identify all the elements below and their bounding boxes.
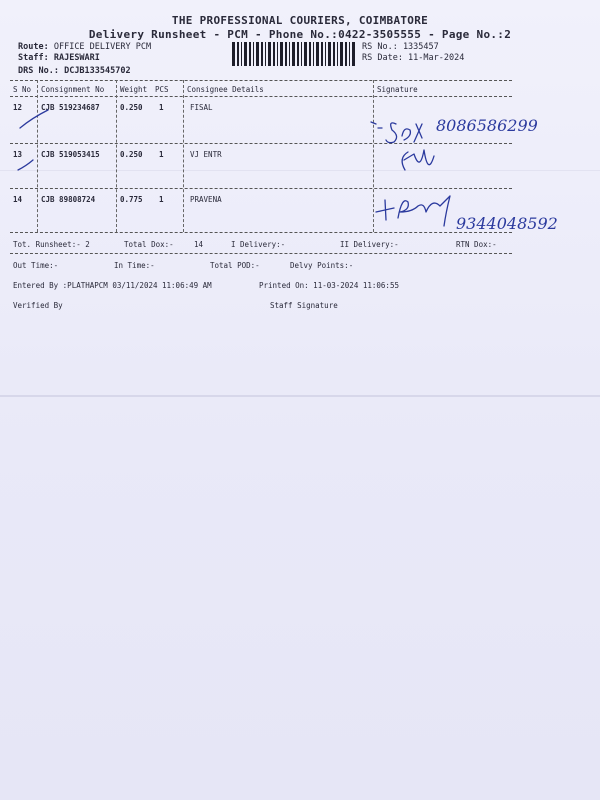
rtn-dox: RTN Dox:-	[456, 240, 497, 249]
barcode	[232, 42, 356, 66]
barcode-bar	[313, 42, 314, 66]
out-time: Out Time:-	[13, 261, 59, 270]
route-label: Route:	[18, 42, 49, 52]
table-top-rule	[10, 80, 512, 81]
row-consignment: CJB 519234687	[41, 103, 100, 112]
signature-stroke	[402, 150, 434, 170]
row-consignee: FISAL	[190, 103, 213, 112]
drs-label: DRS No.:	[18, 66, 59, 76]
row-rule	[10, 143, 512, 144]
col-consignment-header: Consignment No	[41, 85, 105, 94]
signature-stroke	[402, 129, 410, 140]
row-consignment: CJB 89808724	[41, 195, 96, 204]
staff-value: RAJESWARI	[53, 53, 100, 63]
tick-mark	[18, 160, 33, 170]
barcode-bar	[328, 42, 331, 66]
row-sno: 13	[13, 150, 23, 159]
total-pod: Total POD:-	[210, 261, 260, 270]
barcode-bar	[349, 42, 350, 66]
barcode-bar	[325, 42, 326, 66]
route-value: OFFICE DELIVERY PCM	[53, 42, 152, 52]
company-title: THE PROFESSIONAL COURIERS, COIMBATORE	[171, 14, 429, 27]
row-pcs: 1	[159, 150, 164, 159]
barcode-bar	[232, 42, 235, 66]
route-line	[18, 42, 151, 52]
rs-date: RS Date: 11-Mar-2024	[362, 53, 465, 63]
signature-stroke	[414, 124, 422, 142]
col-pcs-header: PCS	[155, 85, 169, 94]
tick-mark	[20, 110, 48, 128]
barcode-bar	[268, 42, 271, 66]
summary-rule	[10, 253, 512, 254]
barcode-bar	[241, 42, 242, 66]
col-weight-header: Weight	[120, 85, 148, 94]
col-divider	[373, 80, 374, 232]
total-dox-label: Total Dox:-	[124, 240, 174, 249]
barcode-bar	[265, 42, 266, 66]
barcode-bar	[304, 42, 307, 66]
col-divider	[116, 80, 117, 232]
barcode-bar	[301, 42, 302, 66]
i-delivery: I Delivery:-	[231, 240, 286, 249]
barcode-bar	[321, 42, 323, 66]
row-pcs: 1	[159, 195, 164, 204]
barcode-bar	[340, 42, 343, 66]
row-pcs: 1	[159, 103, 164, 112]
barcode-bar	[273, 42, 275, 66]
verified-by: Verified By	[13, 301, 63, 310]
barcode-bar	[277, 42, 278, 66]
barcode-bar	[285, 42, 287, 66]
row-weight: 0.250	[120, 103, 143, 112]
row-consignee: PRAVENA	[190, 195, 222, 204]
paper-fold	[0, 395, 600, 397]
barcode-bar	[253, 42, 254, 66]
row-consignee: VJ ENTR	[190, 150, 222, 159]
barcode-bar	[316, 42, 319, 66]
row-weight: 0.775	[120, 195, 143, 204]
col-sno-header: S No	[13, 85, 32, 94]
staff-line	[18, 53, 100, 63]
barcode-bar	[297, 42, 299, 66]
barcode-bar	[345, 42, 347, 66]
tot-runsheet: Tot. Runsheet:- 2	[13, 240, 90, 249]
header-rule	[10, 96, 512, 97]
drs-value: DCJB133545702	[64, 66, 131, 76]
staff-label: Staff:	[18, 53, 49, 63]
handwritten-phone: 9344048592	[456, 214, 558, 233]
row-sno: 12	[13, 103, 23, 112]
signature-stroke	[398, 196, 450, 226]
signature-stroke	[386, 123, 397, 143]
table-bottom-rule	[10, 232, 512, 233]
barcode-bar	[289, 42, 290, 66]
barcode-bar	[237, 42, 239, 66]
barcode-bar	[244, 42, 247, 66]
printed-on: Printed On: 11-03-2024 11:06:55	[259, 281, 399, 290]
barcode-bar	[352, 42, 355, 66]
total-dox-value: 14	[194, 240, 204, 249]
barcode-bar	[309, 42, 311, 66]
ii-delivery: II Delivery:-	[340, 240, 399, 249]
drs-line	[18, 66, 131, 76]
row-sno: 14	[13, 195, 23, 204]
paper-fold	[0, 170, 600, 171]
barcode-bar	[337, 42, 338, 66]
barcode-bar	[261, 42, 263, 66]
row-rule	[10, 188, 512, 189]
col-consignee-header: Consignee Details	[187, 85, 264, 94]
col-signature-header: Signature	[377, 85, 418, 94]
barcode-bar	[256, 42, 259, 66]
in-time: In Time:-	[114, 261, 155, 270]
signature-stroke	[376, 200, 394, 220]
staff-signature: Staff Signature	[270, 301, 338, 310]
row-weight: 0.250	[120, 150, 143, 159]
handwritten-phone: 8086586299	[436, 116, 538, 135]
row-consignment: CJB 519053415	[41, 150, 100, 159]
delvy-points: Delvy Points:-	[290, 261, 354, 270]
barcode-bar	[292, 42, 295, 66]
rs-number: RS No.: 1335457	[362, 42, 439, 52]
col-divider	[37, 80, 38, 232]
barcode-bar	[249, 42, 251, 66]
barcode-bar	[280, 42, 283, 66]
runsheet-subtitle: Delivery Runsheet - PCM - Phone No.:0422-3505555 - Page No.:2	[88, 28, 512, 41]
barcode-bar	[333, 42, 335, 66]
col-divider	[183, 80, 184, 232]
entered-by: Entered By :PLATHAPCM 03/11/2024 11:06:49 AM	[13, 281, 212, 290]
